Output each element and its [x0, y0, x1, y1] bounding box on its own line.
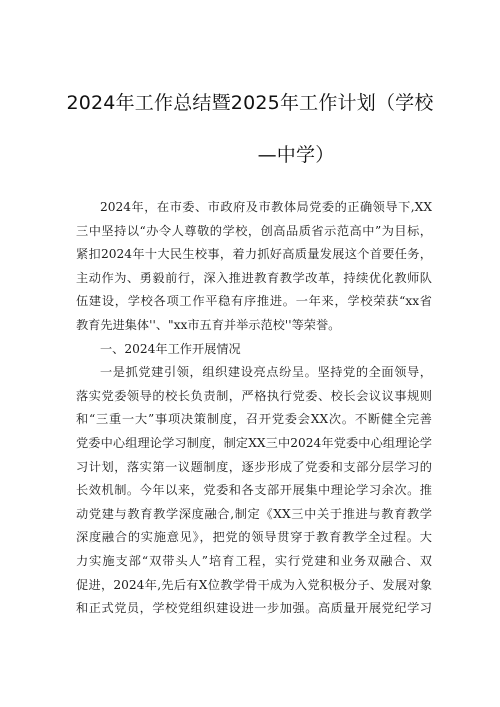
paragraph-1-line: 三中坚持以“办令人尊敬的学校，创高品质省示范高中”为目标，	[76, 223, 432, 238]
paragraph-2-line: 习计划，落实第一议题制度，逐步形成了党委和支部分层学习的	[76, 459, 432, 474]
paragraph-2-line: 力实施支部“双带头人”培育工程，实行党建和业务双融合、双	[76, 553, 432, 568]
paragraph-1-line: 紧扣2024年十大民生校事，着力抓好高质量发展这个首要任务，	[76, 247, 432, 262]
paragraph-2-line: 一是抓党建引领，组织建设亮点纷呈。坚持党的全面领导，	[100, 365, 432, 380]
paragraph-2-line: 深度融合的实施意见》，把党的领导贯穿于教育教学全过程。大	[76, 530, 432, 545]
paragraph-1-line: 2024年，在市委、市政府及市教体局党委的正确领导下,XX	[100, 200, 432, 214]
paragraph-2-line: 党委中心组理论学习制度，制定XX三中2024年党委中心组理论学	[76, 435, 432, 450]
paragraph-1-line: 伍建设，学校各项工作平稳有序推进。一年来，学校荣获“xx省	[76, 294, 432, 309]
body-text	[76, 196, 432, 621]
paragraph-2-line: 和正式党员，学校党组织建设进一步加强。高质量开展党纪学习	[76, 601, 432, 616]
paragraph-2-line: 动党建与教育教学深度融合,制定《XX三中关于推进与教育教学	[76, 506, 432, 521]
paragraph-2-line: 促进，2024年,先后有X位教学骨干成为入党积极分子、发展对象	[76, 577, 432, 592]
paragraph-1-line: 教育先进集体''、"xx市五育并举示范校''等荣誉。	[76, 317, 341, 332]
paragraph-2-line: 长效机制。今年以来，党委和各支部开展集中理论学习余次。推	[76, 483, 432, 498]
paragraph-2-line: 落实党委领导的校长负责制，严格执行党委、校长会议议事规则	[76, 388, 432, 403]
document-title-line-2: —中学）	[257, 144, 335, 166]
paragraph-1-line: 主动作为、勇毅前行，深入推进教育教学改革，持续优化教师队	[76, 270, 432, 285]
paragraph-2-line: 和“三重一大”事项决策制度，召开党委会XX次。不断健全完善	[76, 412, 432, 427]
document-title-line-1: 2024年工作总结暨2025年工作计划（学校	[66, 92, 434, 114]
section-heading: 一、2024年工作开展情况	[100, 341, 241, 356]
